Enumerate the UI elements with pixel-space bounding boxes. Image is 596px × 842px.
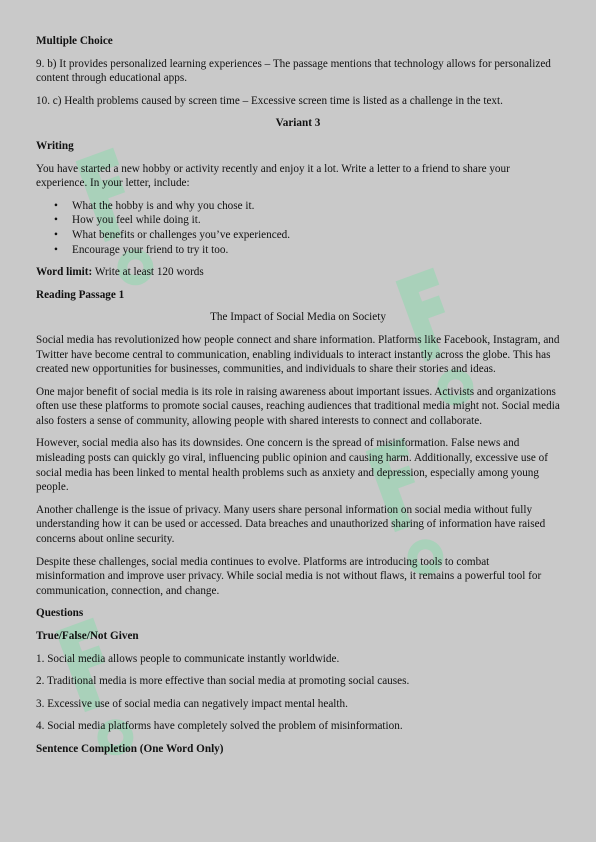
reading-heading: Reading Passage 1: [36, 288, 125, 301]
variant-title: Variant 3: [275, 117, 321, 130]
answer-9: 9. b) It provides personalized learning experiences – The passage mentions that technology allows for personalized content through educational apps.: [36, 57, 551, 85]
writing-heading: Writing: [36, 139, 74, 152]
answer-10: 10. c) Health problems caused by screen time – Excessive screen time is listed as a challenge in the text.: [36, 94, 503, 107]
word-limit-text: Write at least 120 words: [92, 266, 204, 279]
passage-paragraph: However, social media also has its downsides. One concern is the spread of misinformation. False news and misleading posts can quickly go viral, influencing public opinion and causing harm. Additionally, excessive use of social media has been linked to mental health problems such as anxiety and depression, especially among young people.: [36, 437, 548, 494]
passage-paragraph: One major benefit of social media is its role in raising awareness about important issues. Activists and organizations often use these platforms to promote social causes, reaching audiences that traditional media might not. Social media also fosters a sense of community, allowing people with shared interests to connect and collaborate.: [36, 385, 560, 427]
question-item: 2. Traditional media is more effective than social media at promoting social causes.: [36, 675, 410, 688]
question-item: 4. Social media platforms have completely solved the problem of misinformation.: [36, 720, 403, 733]
list-item: • What the hobby is and why you chose it.: [72, 199, 560, 214]
passage-title: The Impact of Social Media on Society: [210, 311, 386, 324]
writing-prompt: You have started a new hobby or activity recently and enjoy it a lot. Write a letter to a friend to share your experience. In your letter, include:: [36, 162, 510, 190]
mc-heading: Multiple Choice: [36, 35, 113, 47]
list-item: • How you feel while doing it.: [72, 213, 560, 228]
list-item: • What benefits or challenges you’ve experienced.: [72, 228, 560, 243]
word-limit: [36, 265, 560, 280]
question-item: 1. Social media allows people to communicate instantly worldwide.: [36, 652, 340, 665]
question-item: 3. Excessive use of social media can negatively impact mental health.: [36, 697, 348, 710]
passage-paragraph: Social media has revolutionized how people connect and share information. Platforms like Facebook, Instagram, and Twitter have become central to communication, enabling individuals to interact instantly across the globe. This has created new opportunities for businesses, communities, and individuals to share their stories and ideas.: [36, 333, 560, 376]
word-limit-label: Word limit:: [36, 266, 93, 279]
questions-heading: Questions: [36, 607, 84, 620]
list-item: • Encourage your friend to try it too.: [72, 243, 560, 258]
sc-heading: Sentence Completion (One Word Only): [36, 742, 224, 755]
passage-paragraph: Despite these challenges, social media continues to evolve. Platforms are introducing tools to combat misinformation and improve user privacy. While social media is not without flaws, it remains a powerful tool for communication, connection, and change.: [36, 555, 542, 597]
writing-bullets: [36, 199, 560, 257]
passage-paragraph: Another challenge is the issue of privacy. Many users share personal information on social media without fully understanding how it can be used or accessed. Data breaches and unauthorized sharing of information have raised concerns about online security.: [36, 503, 546, 546]
tf-heading: True/False/Not Given: [36, 630, 139, 642]
